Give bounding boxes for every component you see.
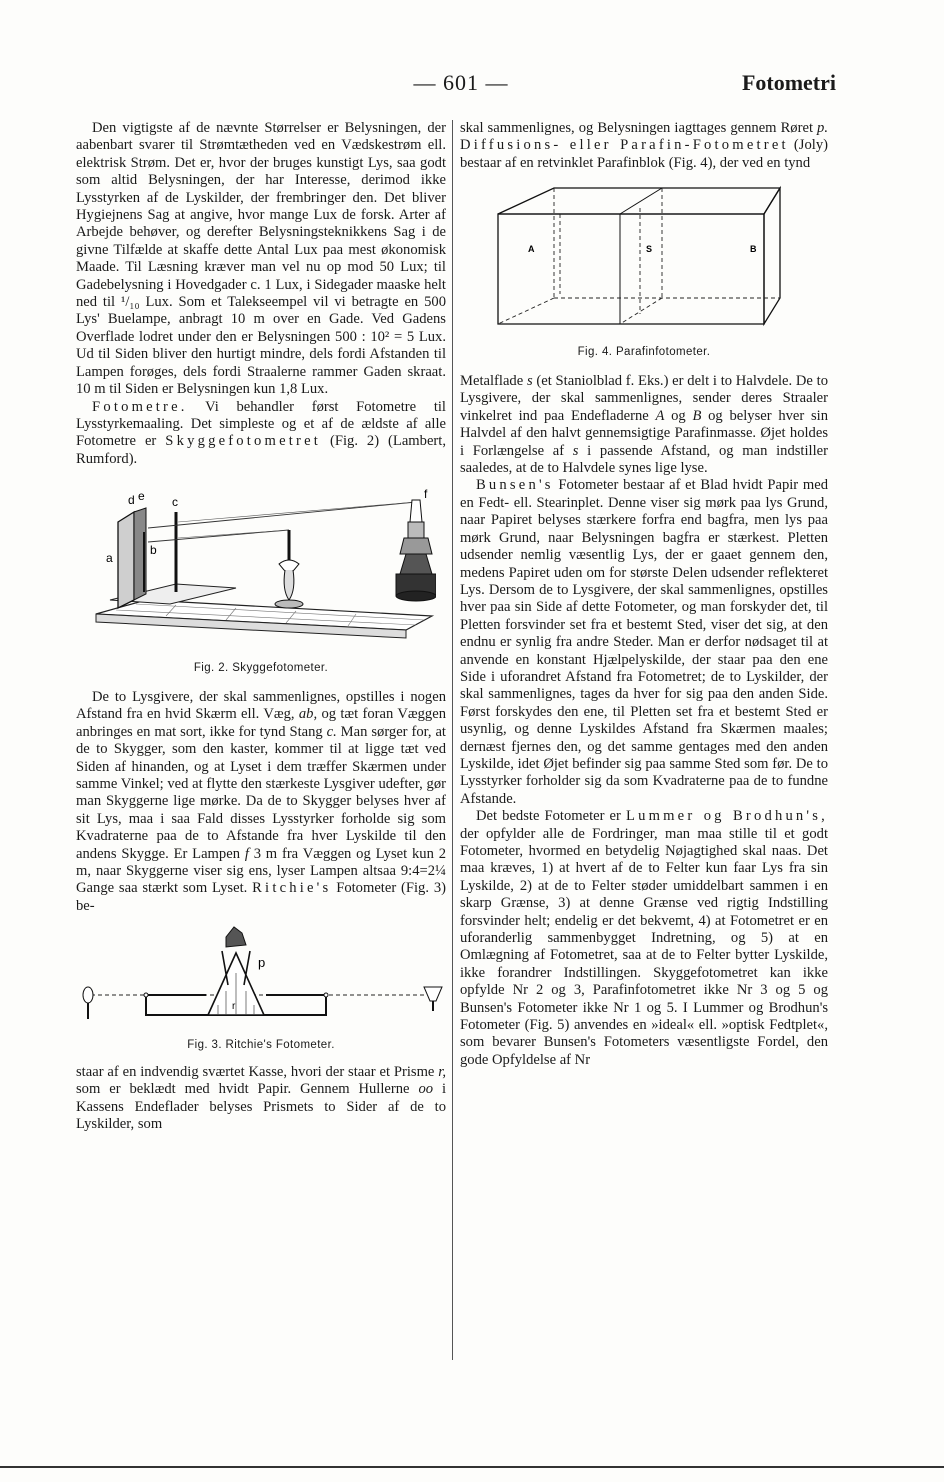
paragraph: Fotometre. Vi behandler først Fotometre til Lysstyrkemaaling. Det simpleste og et af de ældste af alle Fotometre er Skyggefotometret (Fig. 2) (Lambert, Rumford).	[76, 398, 446, 467]
figure-caption: Fig. 3. Ritchie's Fotometer.	[187, 1038, 335, 1051]
left-column	[76, 120, 446, 1134]
term: Skyggefotometret	[165, 433, 322, 450]
term: Diffusions- eller Parafin-Fotometret	[460, 137, 789, 154]
bottom-rule	[0, 1466, 944, 1468]
ritchie-photometer-illustration	[76, 925, 446, 1029]
paragraph: De to Lysgivere, der skal sammenlignes, opstilles i nogen Afstand fra en hvid Skærm ell. Væg, ab, og tæt foran Væggen anbringes en mat sort, ikke for tynd Stang c. Man sørger for, at de to Skygger, som den kaster, kommer til at ligge tæt ved Siden af hinanden, og at Lyset i dem træffer Skærmen under samme Vinkel; ved at flytte den stærkeste Lysgiver udefter, gør man Skyggerne lige mørke. Da de to Skygger belyses hver af sit Lys, maa i saa Fald disses Lysstyrker forholde sig som Kvadraterne paa de to Afstande fra hver Lyskilde til den andens Skygge. Er Lampen f 3 m fra Væggen og Lyset kun 2 m, naar Skyggerne viser sig ens, lyser Lampen altsaa 9:4=2¼ Gange saa stærkt som Lyset. Ritchie's Fotometer (Fig. 3) be-	[76, 688, 447, 914]
label-B: B	[750, 244, 757, 255]
paragraph: Det bedste Fotometer er Lummer og Brodhun's, der opfylder alle de Fordringer, man maa stille til et godt Fotometer, hvormed en betydelig Nøjagtighed skal naas. Det maa kræves, 1) at hvert af de to Felter kun faar Lys fra sin Lyskilde, 2) at de to Felter støder umiddelbart sammen i en skarp Grænse, 3) at denne Grænse ved rigtig Indstilling forsvinder helt; endelig er det bekvemt, 4) at Fotometret er en uforanderlig sammenbygget Indretning, og 5) at en Omlægning af Fotometret, saa at de to Felter bytter Lyskilde, ikke forandrer Indstillingen. Skyggefotometret kan ikke opfylde Nr 2 og 3, Parafinfotometret ikke Nr 3 og 5 og Bunsen's Fotometer ikke Nr 1 og 5. I Lummer og Brodhun's Fotometer (Fig. 5) anvendes en »ideal« ell. »optisk Fedtplet«, som bevarer Bunsen's Fotometers væsentligste Fordel, den gode Opfyldelse af Nr	[460, 808, 828, 1068]
page-number: — 601 —	[413, 70, 509, 95]
label-d: d	[128, 493, 135, 508]
right-column	[460, 120, 828, 1069]
label-S: S	[646, 244, 653, 255]
label-a: a	[106, 551, 113, 566]
paragraph: Metalflade s (et Staniolblad f. Eks.) er delt i to Halvdele. De to Lysgivere, der skal sammenlignes, sender deres Straaler vinkelret ind paa Endefladerne A og B og belyser hver sin Halvdel af den halvt gennemsigtige Parafinmasse. Øjet holdes i Forlængelse af s i passende Afstand, og man indstiller saaledes, at de to Halvdele synes lige lyse.	[460, 373, 829, 477]
label-A: A	[528, 244, 535, 255]
paragraph: staar af en indvendig sværtet Kasse, hvori der staar et Prisme r, som er beklædt med hvidt Papir. Gennem Hullerne oo i Kassens Endeflader belyses Prismets to Sider af de to Lyskilder, som	[76, 1064, 446, 1133]
term: Fotometre.	[92, 398, 188, 415]
shadow-photometer-illustration	[86, 482, 436, 652]
column-divider	[452, 120, 453, 1360]
label-c: c	[172, 495, 178, 510]
figure-3	[76, 925, 446, 1054]
label-f: f	[424, 487, 428, 502]
page-title: Fotometri	[741, 70, 836, 95]
term: Bunsen's	[476, 477, 554, 494]
paraffin-photometer-illustration	[494, 184, 794, 336]
label-p: p	[258, 955, 266, 971]
paragraph: Den vigtigste af de nævnte Størrelser er Belysningen, der aabenbart svarer til Strømtætheden ved en Vædskestrøm ell. elektrisk Strøm. Det er, hvor der bruges kunstigt Lys, saa godt som altid Belysningen, der har Interesse, derimod ikke Lysstyrken af de Lyskilder, der frembringer den. Det bliver Hygiejnens Sag at angive, hvor mange Lux de forsk. Arter af Arbejde behøver, og derefter Belysningsteknikkens Sag i de givne Tilfælde at skaffe dette Antal Lux paa mest økonomisk Maade. Til Læsning kræver man vel nu op mod 50 Lux; til Gadebelysning i Hovedgader c. 1 Lux, i Sidegader maaske helt ned til ¹/₁₀ Lux. Som et Talekseempel vil vi betragte en 500 Lys' Buelampe, anbragt 10 m over en Gade. Ved Gadens Overflade lodret under den er Belysningen 500 : 10² = 5 Lux. Ud til Siden bliver den hurtigt mindre, dels fordi Afstanden til Lampen forøges, dels fordi Straalerne rammer Gaden skraat. 10 m til Siden er Belysningen kun 1,8 Lux.	[76, 120, 446, 398]
paragraph: Bunsen's Fotometer bestaar af et Blad hvidt Papir med en Fedt- ell. Stearinplet. Denne viser sig mørk paa lys Grund, naar Papiret belyses stærkere forfra end bagfra, men lys paa mørk Grund, naar Belysningen bagfra er stærkest. Pletten udsender nemlig væsentlig Lys, der er gaaet gennem den, medens Papiret uden om for største Delen udsender reflekteret Lys. Dersom de to Lysgivere, der skal sammenlignes, opstilles hver paa sin Side af dette Fotometer, og man forskyder det, til Pletten forsvinder set fra et bestemt Sted, viser det sig, at den endnu er synlig fra andre Steder. Man er derfor nødsaget til at anvende en konstant Hjælpelyskilde, der staar paa den ene Side i uforandret Afstand fra Fotometret; de to Lyskilder, der skal sammenlignes, tages da hver for sig paa den anden Side. Først forskydes den ene, til Pletten set fra et bestemt Sted er usynlig, og denne Lyskildes Afstand fra Skærmen maales; dernæst fjernes den, og det samme gentages med den anden Lyskilde, idet Øjet befinder sig paa samme Sted som før. De to Lysstyrker forholder sig da som Kvadraterne paa de to fundne Afstande.	[460, 477, 828, 807]
figure-2	[76, 482, 446, 677]
figure-caption: Fig. 2. Skyggefotometer.	[193, 661, 329, 674]
label-e: e	[138, 489, 145, 504]
figure-4	[460, 184, 828, 361]
paragraph: skal sammenlignes, og Belysningen iagttages gennem Røret p. Diffusions- eller Parafin-Fotometret (Joly) bestaar af en retvinklet Parafinblok (Fig. 4), der ved en tynd	[460, 120, 828, 171]
label-r: r	[232, 1001, 236, 1013]
term: Ritchie's	[252, 880, 332, 897]
label-b: b	[150, 543, 157, 558]
figure-caption: Fig. 4. Parafinfotometer.	[577, 345, 711, 358]
term: Lummer og Brodhun's,	[625, 808, 828, 825]
